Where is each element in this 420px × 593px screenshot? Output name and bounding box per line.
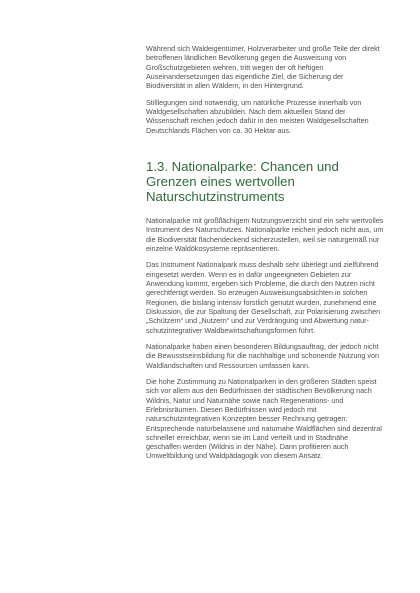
intro-text-block — [146, 44, 384, 135]
intro-paragraph-2: Stilllegungen sind notwendig, um natürliche Prozesse innerhalb von Waldgesellschaften abzubilden. Nach dem aktuellen Stand der Wissenschaft reichen jedoch dafür in den meisten Waldgesellschaften Deutschlands Flächen von ca. 30 Hektar aus. — [146, 97, 369, 135]
intro-paragraph-1: Während sich Waldeigentümer, Holzverarbeiter und große Teile der direkt betroffenen ländlichen Bevölkerung gegen die Ausweisung von Großschutzgebieten wehren, tritt wegen der oft heftigen Auseinandersetzungen das eigentliche Ziel, die Sicherung der Biodiversität in allen Wäldern, in den Hintergrund. — [146, 44, 380, 91]
section-paragraph-1: Nationalparke mit großflächigem Nutzungsverzicht sind ein sehr wertvolles Instrument des Naturschutzes. Nationalparke reichen jedoch nicht aus, um die Biodiversität flächendeckend sicherzustellen, weil sie naturgemäß nur einzelne Waldökosysteme repräsentieren. — [146, 216, 384, 253]
section-paragraph-2: Das Instrument Nationalpark muss deshalb sehr überlegt und zielführend eingesetzt werden. Wenn es in dafür ungeeigneten Gebieten zur Anwendung kommt, ergeben sich Probleme, die durch den Nutzen nicht gerechtfertigt werden. So erzeugen Ausweisungsabsichten in solchen Regionen, die bislang intensiv forstlich genutzt wurden, zunehmend eine Diskussion, die zur Spaltung der Gesellschaft, zur Polarisierung zwischen „Schützern“ und „Nutzern“ und zur Verdrängung und Abwertung natur-schutzintegrativer Waldbewirtschaftungsformen führt. — [146, 260, 381, 335]
section-body — [146, 216, 384, 461]
section-paragraph-4: Die hohe Zustimmung zu Nationalparken in den größeren Städten speist sich vor allem aus den Bedürfnissen der städtischen Bevölkerung nach Wildnis, Natur und Naturnähe sowie nach Regenerations- und Erlebnisräumen. Diesen Bedürfnissen wird jedoch mit naturschutzintegrativen Konzepten besser Rechnung getragen: Entsprechende naturbelassene und naturnahe Waldflächen sind dezentral schneller erreichbar, wenn sie im Land verteilt und in Stadtnähe geschaffen werden (Wildnis in der Nähe). Dann profitieren auch Umweltbildung und Waldpädagogik von diesem Ansatz. — [146, 377, 382, 461]
section-heading: 1.3. Nationalparke: Chancen und Grenzen eines wertvollen Naturschutzinstruments — [146, 159, 339, 205]
section-paragraph-3: Nationalparke haben einen besonderen Bildungsauftrag, der jedoch nicht die Bewusstseinsbildung für die nachhaltige und schonende Nutzung von Waldlandschaften und Ressourcen umfassen kann. — [146, 342, 379, 370]
